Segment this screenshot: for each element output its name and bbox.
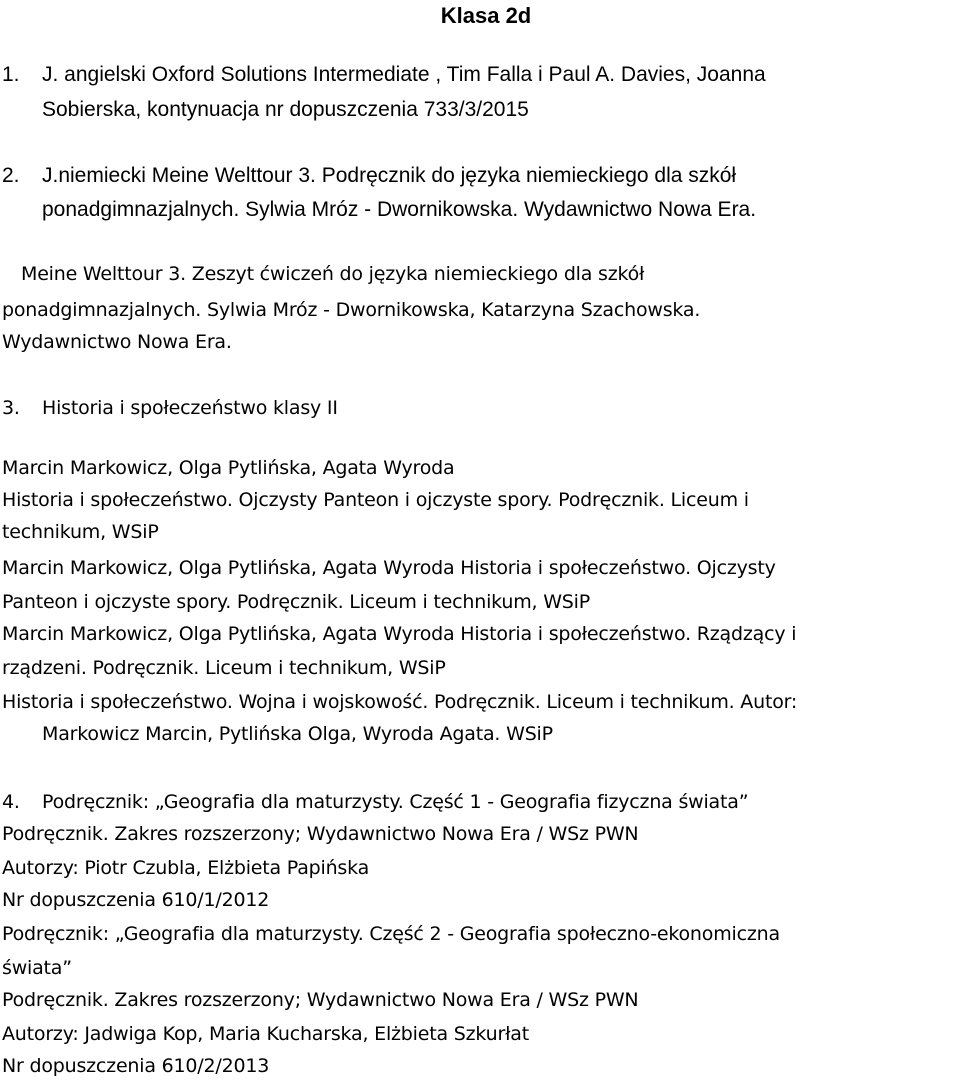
item4-line: Podręcznik: „Geografia dla maturzysty. Część 2 - Geografia społeczno-ekonomiczna <box>2 923 780 945</box>
item4-line: Nr dopuszczenia 610/2/2013 <box>2 1055 270 1077</box>
page-title: Klasa 2d <box>440 3 532 28</box>
item3-heading: Historia i społeczeństwo klasy II <box>42 397 338 419</box>
item2-line-5: Wydawnictwo Nowa Era. <box>2 331 232 353</box>
item4-line: świata” <box>2 957 72 979</box>
item3-line: Marcin Markowicz, Olga Pytlińska, Agata Wyroda <box>2 457 455 479</box>
item3-line: rządzeni. Podręcznik. Liceum i technikum, WSiP <box>2 657 446 679</box>
item4-line: Autorzy: Jadwiga Kop, Maria Kucharska, Elżbieta Szkurłat <box>2 1023 529 1045</box>
item4-line-1: Podręcznik: „Geografia dla maturzysty. Część 1 - Geografia fizyczna świata” <box>42 791 749 813</box>
list-number-3: 3. <box>2 397 20 419</box>
item3-line: Historia i społeczeństwo. Wojna i wojskowość. Podręcznik. Liceum i technikum. Autor: <box>2 691 798 713</box>
item1-line-2: Sobierska, kontynuacja nr dopuszczenia 733/3/2015 <box>42 98 529 121</box>
item3-line: technikum, WSiP <box>2 521 159 543</box>
item1-line-1: J. angielski Oxford Solutions Intermediate , Tim Falla i Paul A. Davies, Joanna <box>42 63 766 86</box>
item4-line: Nr dopuszczenia 610/1/2012 <box>2 889 270 911</box>
item3-line: Marcin Markowicz, Olga Pytlińska, Agata Wyroda Historia i społeczeństwo. Rządzący i <box>2 623 797 645</box>
item3-line: Markowicz Marcin, Pytlińska Olga, Wyroda Agata. WSiP <box>42 723 553 745</box>
item4-line: Podręcznik. Zakres rozszerzony; Wydawnictwo Nowa Era / WSz PWN <box>2 823 639 845</box>
item4-line: Autorzy: Piotr Czubla, Elżbieta Papińska <box>2 857 370 879</box>
item4-line: Podręcznik. Zakres rozszerzony; Wydawnictwo Nowa Era / WSz PWN <box>2 989 639 1011</box>
list-number-4: 4. <box>2 791 20 813</box>
item2-line-3: Meine Welttour 3. Zeszyt ćwiczeń do języka niemieckiego dla szkół <box>21 263 645 285</box>
item3-line: Marcin Markowicz, Olga Pytlińska, Agata Wyroda Historia i społeczeństwo. Ojczysty <box>2 557 776 579</box>
list-number-1: 1. <box>2 63 20 86</box>
list-number-2: 2. <box>2 164 20 187</box>
item3-line: Historia i społeczeństwo. Ojczysty Panteon i ojczyste spory. Podręcznik. Liceum i <box>2 489 749 511</box>
item2-line-4: ponadgimnazjalnych. Sylwia Mróz - Dwornikowska, Katarzyna Szachowska. <box>2 299 701 321</box>
item2-line-2: ponadgimnazjalnych. Sylwia Mróz - Dwornikowska. Wydawnictwo Nowa Era. <box>42 198 757 221</box>
item3-line: Panteon i ojczyste spory. Podręcznik. Liceum i technikum, WSiP <box>2 591 590 613</box>
item2-line-1: J.niemiecki Meine Welttour 3. Podręcznik do języka niemieckiego dla szkół <box>42 164 737 187</box>
